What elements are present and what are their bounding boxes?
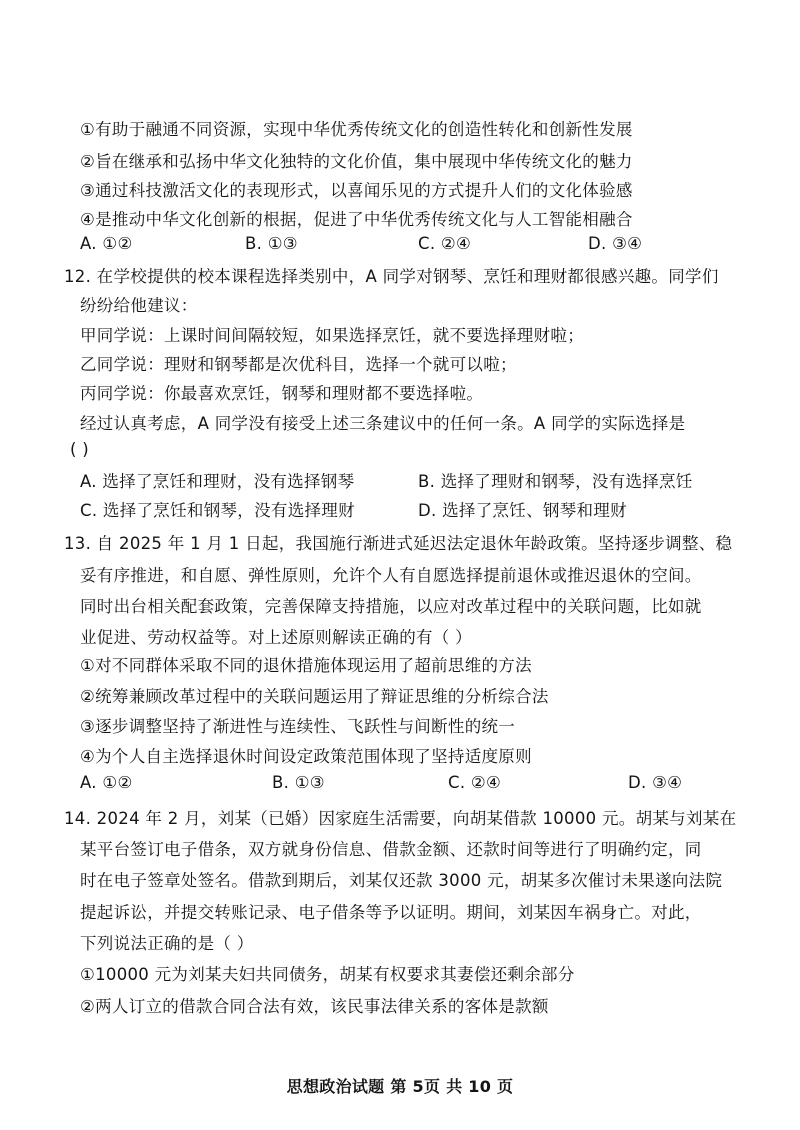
q11-statement-2: ②旨在继承和弘扬中华文化独特的文化价值，集中展现中华传统文化的魅力 — [80, 152, 633, 171]
q12-suggestion-yi: 乙同学说：理财和钢琴都是次优科目，选择一个就可以啦； — [80, 355, 517, 374]
q14-statement-2: ②两人订立的借款合同合法有效，该民事法律关系的客体是款额 — [80, 997, 549, 1016]
q13-option-a[interactable]: A. ①② — [80, 773, 133, 792]
q13-option-d[interactable]: D. ③④ — [628, 773, 683, 792]
q11-statement-1: ①有助于融通不同资源，实现中华优秀传统文化的创造性转化和创新性发展 — [80, 120, 633, 139]
q13-option-c[interactable]: C. ②④ — [448, 773, 502, 792]
q13-stem-line-3: 同时出台相关配套政策，完善保障支持措施，以应对改革过程中的关联问题，比如就 — [80, 597, 702, 616]
q13-stem-line-2: 妥有序推进，和自愿、弹性原则，允许个人有自愿选择提前退休或推迟退休的空间。 — [80, 566, 702, 585]
q11-option-c[interactable]: C. ②④ — [418, 234, 472, 253]
q14-stem-line-2: 某平台签订电子借条，双方就身份信息、借款金额、还款时间等进行了明确约定，同 — [80, 840, 702, 859]
q12-stem-line-1: 12. 在学校提供的校本课程选择类别中，A 同学对钢琴、烹饪和理财都很感兴趣。同学们 — [64, 267, 719, 286]
q12-answer-blank: ( ) — [70, 440, 90, 459]
q11-option-d[interactable]: D. ③④ — [588, 234, 643, 253]
q11-statement-3: ③通过科技激活文化的表现形式，以喜闻乐见的方式提升人们的文化体验感 — [80, 181, 633, 200]
q12-suggestion-jia: 甲同学说：上课时间间隔较短，如果选择烹饪，就不要选择理财啦； — [80, 326, 584, 345]
q11-option-b[interactable]: B. ①③ — [245, 234, 298, 253]
q13-option-b[interactable]: B. ①③ — [272, 773, 325, 792]
q12-option-b[interactable]: B. 选择了理财和钢琴，没有选择烹饪 — [418, 472, 693, 491]
q14-stem-line-3: 时在电子签章处签名。借款到期后，刘某仅还款 3000 元，胡某多次催讨未果遂向法院 — [80, 871, 723, 890]
q12-question-line-1: 经过认真考虑，A 同学没有接受上述三条建议中的任何一条。A 同学的实际选择是 — [80, 414, 686, 433]
q11-statement-4: ④是推动中华文化创新的根据，促进了中华优秀传统文化与人工智能相融合 — [80, 210, 633, 229]
q13-statement-3: ③逐步调整坚持了渐进性与连续性、飞跃性与间断性的统一 — [80, 717, 516, 736]
q12-suggestion-bing: 丙同学说：你最喜欢烹饪，钢琴和理财都不要选择啦。 — [80, 384, 484, 403]
q13-statement-1: ①对不同群体采取不同的退休措施体现运用了超前思维的方法 — [80, 656, 532, 675]
q13-statement-2: ②统筹兼顾改革过程中的关联问题运用了辩证思维的分析综合法 — [80, 687, 549, 706]
q14-stem-line-5: 下列说法正确的是（ ） — [80, 934, 254, 953]
q14-statement-1: ①10000 元为刘某夫妇共同债务，胡某有权要求其妻偿还剩余部分 — [80, 965, 575, 984]
q12-option-a[interactable]: A. 选择了烹饪和理财，没有选择钢琴 — [80, 472, 355, 491]
q14-stem-line-4: 提起诉讼，并提交转账记录、电子借条等予以证明。期间，刘某因车祸身亡。对此， — [80, 903, 702, 922]
q13-stem-line-4: 业促进、劳动权益等。对上述原则解读正确的有（ ） — [80, 628, 472, 647]
q13-stem-line-1: 13. 自 2025 年 1 月 1 日起，我国施行渐进式延迟法定退休年龄政策。坚持逐步调整、稳 — [64, 534, 733, 553]
q13-statement-4: ④为个人自主选择退休时间设定政策范围体现了坚持适度原则 — [80, 747, 532, 766]
q12-option-c[interactable]: C. 选择了烹饪和钢琴，没有选择理财 — [80, 501, 355, 520]
q12-option-d[interactable]: D. 选择了烹饪、钢琴和理财 — [418, 501, 627, 520]
q12-stem-line-2: 纷纷给他建议： — [80, 296, 198, 315]
page-footer: 思想政治试题 第 5页 共 10 页 — [286, 1077, 514, 1096]
q11-option-a[interactable]: A. ①② — [80, 234, 133, 253]
q14-stem-line-1: 14. 2024 年 2 月，刘某（已婚）因家庭生活需要，向胡某借款 10000 元。胡某与刘某在 — [64, 809, 737, 828]
